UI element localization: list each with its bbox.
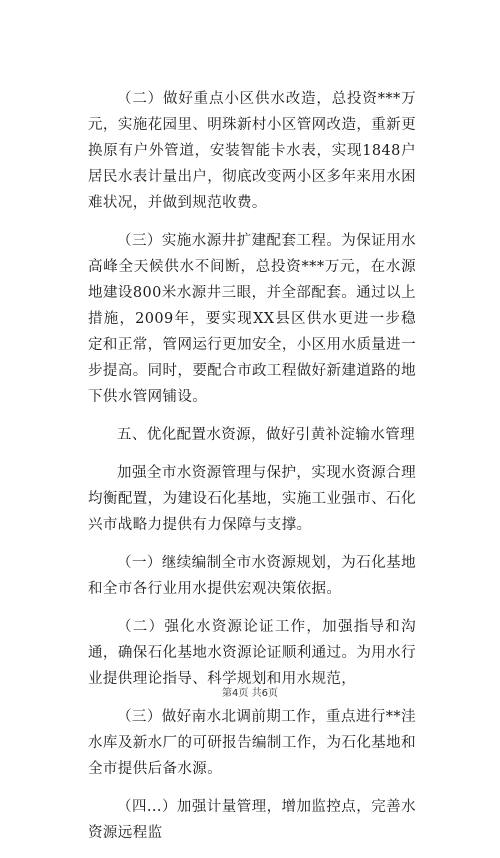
paragraph-demonstration: （二）强化水资源论证工作，加强指导和沟通，确保石化基地水资源论证顺利通过。为用水行业提供理论指导、科学规划和用水规范， <box>88 619 416 687</box>
paragraph-community-water-supply: （二）做好重点小区供水改造，总投资***万元，实施花园里、明珠新村小区管网改造，重新更换原有户外管道，安装智能卡水表，实现1848户居民水表计量出户，彻底改变两小区多年来用水困难状况，并做到规范收费。 <box>88 91 416 211</box>
page-body <box>88 86 416 858</box>
paragraph-planning: （一）继续编制全市水资源规划，为石化基地和全市各行业用水提供宏观决策依据。 <box>88 555 416 597</box>
paragraph-well-expansion: （三）实施水源井扩建配套工程。为保证用水高峰全天候供水不间断，总投资***万元，在水源地建设800米水源井三眼，并全部配套。通过以上措施，2009年，要实现XX县区供水更进一步稳定和正常，管网运行更加安全，小区用水质量进一步提高。同时，要配合市政工程做好新建道路的地下供水管网铺设。 <box>88 233 416 405</box>
paragraph-south-north-diversion: （三）做好南水北调前期工作，重点进行**洼水库及新水厂的可研报告编制工作，为石化基地和全市提供后备水源。 <box>88 709 416 777</box>
paragraph-water-management: 加强全市水资源管理与保护，实现水资源合理均衡配置，为建设石化基地，实施工业强市、石化兴市战略力提供有力保障与支撑。 <box>88 465 416 533</box>
paragraph-metering: （四...）加强计量管理，增加监控点，完善水资源远程监 <box>88 799 416 841</box>
section-heading-water-allocation: 五、优化配置水资源，做好引黄补淀输水管理 <box>117 427 415 443</box>
page-number-footer: 第4页 共6页 <box>222 688 278 699</box>
